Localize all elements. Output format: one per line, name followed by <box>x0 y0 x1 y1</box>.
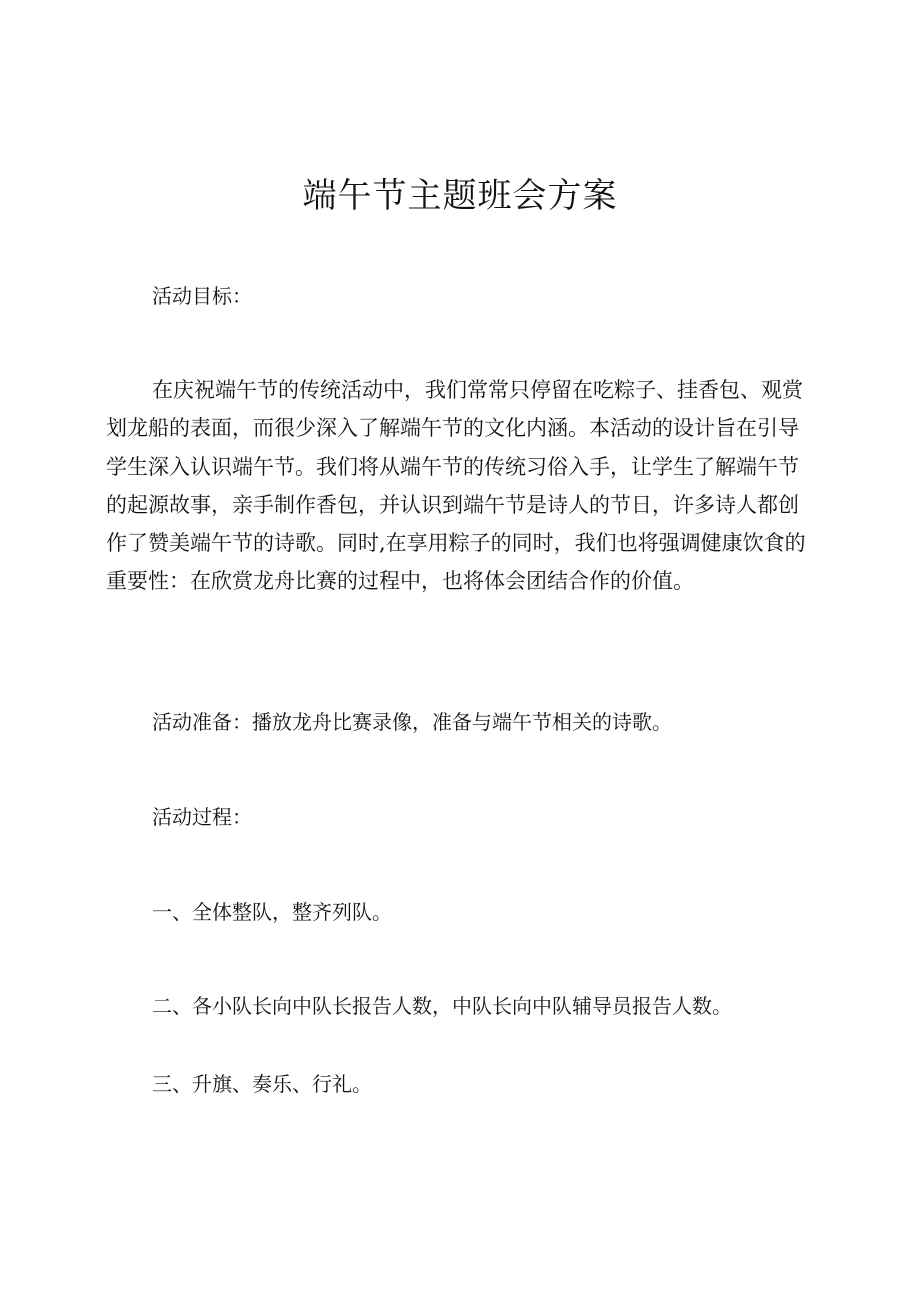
goal-line-4: 的起源故事，亲手制作香包，并认识到端午节是诗人的节日，许多诗人都创 <box>106 492 799 517</box>
goal-line-1: 在庆祝端午节的传统活动中，我们常常只停留在吃粽子、挂香包、观赏 <box>152 378 803 402</box>
document-title: 端午节主题班会方案 <box>302 176 618 216</box>
step-3: 三、升旗、奏乐、行礼。 <box>152 1072 372 1096</box>
preparation-text: 活动准备：播放龙舟比赛录像，准备与端午节相关的诗歌。 <box>152 710 672 734</box>
step-1: 一、全体整队，整齐列队。 <box>152 900 392 924</box>
goal-line-5: 作了赞美端午节的诗歌。同时,在享用粽子的同时，我们也将强调健康饮食的 <box>106 531 806 556</box>
goal-heading: 活动目标： <box>152 284 252 308</box>
goal-line-2: 划龙船的表面，而很少深入了解端午节的文化内涵。本活动的设计旨在引导 <box>106 416 799 441</box>
goal-paragraph <box>106 371 826 601</box>
step-2: 二、各小队长向中队长报告人数，中队长向中队辅导员报告人数。 <box>152 994 732 1018</box>
process-heading: 活动过程： <box>152 805 252 829</box>
goal-line-6: 重要性：在欣赏龙舟比赛的过程中，也将体会团结合作的价值。 <box>106 569 694 594</box>
goal-line-3: 学生深入认识端午节。我们将从端午节的传统习俗入手，让学生了解端午节 <box>106 454 799 479</box>
